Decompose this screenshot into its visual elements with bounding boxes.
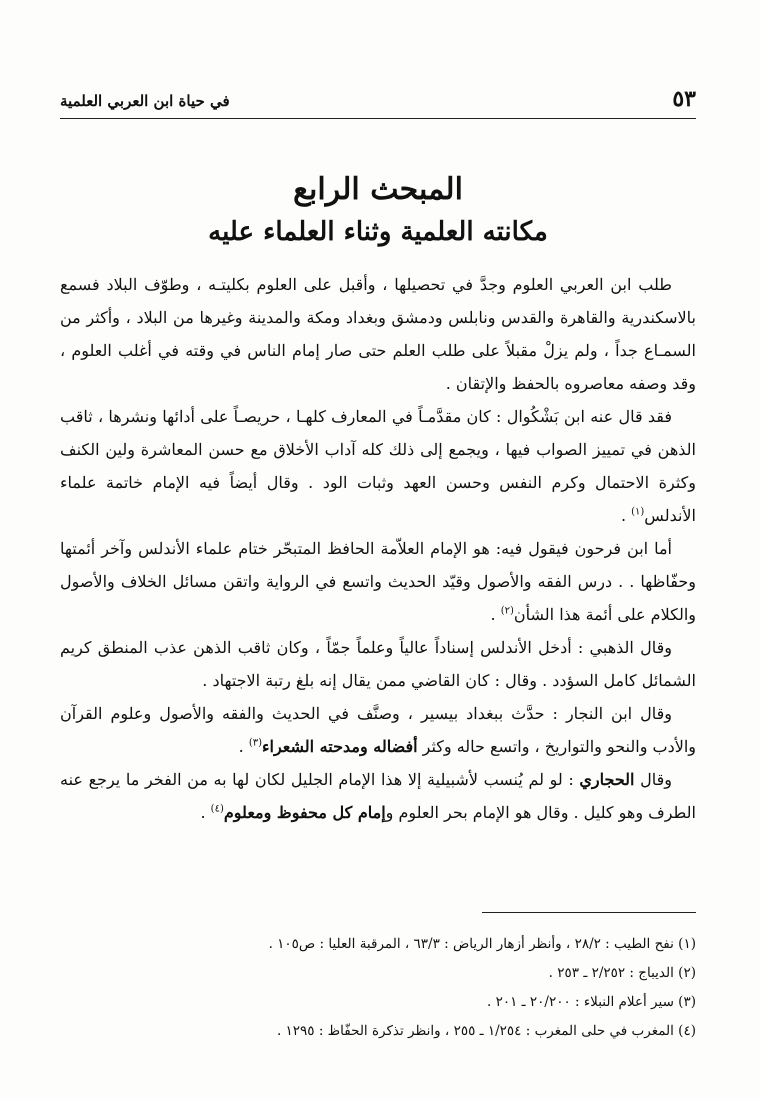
header-rule (60, 118, 696, 119)
page-header (60, 86, 696, 112)
paragraph (60, 400, 696, 532)
running-title: في حياة ابن العربي العلمية (60, 92, 230, 110)
footnote: (١) نفح الطيب : ٢٨/٢ ، وأنظر أزهار الرياض : ٦٣/٣ ، المرقبة العليا : ص١٠٥ . (268, 936, 696, 952)
section-title: المبحث الرابع (293, 172, 463, 207)
footnote: (٢) الديباج : ٢/٢٥٢ ـ ٢٥٣ . (548, 965, 696, 981)
footnote-ref: (٢) (500, 605, 514, 617)
footnote: (٤) المغرب في حلى المغرب : ١/٢٥٤ ـ ٢٥٥ ، وانظر تذكرة الحفّاظ : ١٢٩٥ . (276, 1023, 696, 1039)
paragraph (60, 763, 696, 829)
paragraph-text: وقال (634, 770, 672, 789)
paragraph-text: وقال الذهبي : أدخل الأندلس إسناداً عالياً وعلماً جمّاً ، وكان ثاقب الذهن عذب المنطق كريم الشمائل كامل السؤدد . وقال : كان القاضي ممن يقال إنه بلغ رتبة الاجتهاد . (60, 638, 696, 690)
paragraph-text: أما ابن فرحون فيقول فيه: هو الإمام العلاّمة الحافظ المتبحّر ختام علماء الأندلس وآخر أئمتها وحفّاظها . . درس الفقه والأصول وقيّد الحديث واتسع في الرواية واتقن مسائل الخلاف والأصول والكلام على أئمة هذا الشأن (60, 539, 696, 624)
page-number: ٥٣ (672, 86, 696, 112)
paragraph-text: . (238, 737, 249, 756)
footnote: (٣) سير أعلام النبلاء : ٢٠/٢٠٠ ـ ٢٠١ . (486, 994, 696, 1010)
paragraph-text: وقال ابن النجار : حدَّث ببغداد بيسير ، وصنَّف في الحديث والفقه والأصول وعلوم القرآن والأدب والنحو والتواريخ ، واتسع حاله وكثر (60, 704, 696, 756)
paragraph-text: . (620, 506, 632, 525)
footnote-ref: (١) (631, 506, 645, 518)
bold-phrase: أفضاله ومدحته الشعراء (262, 737, 418, 756)
footnotes (60, 930, 696, 1046)
paragraph (60, 631, 696, 697)
footnote-ref: (٣) (248, 737, 262, 749)
section-subtitle: مكانته العلمية وثناء العلماء عليه (208, 217, 548, 247)
paragraph-text: طلب ابن العربي العلوم وجدَّ في تحصيلها ، وأقبل على العلوم بكليتـه ، وطوّف البلاد فسمع بالاسكندرية والقاهرة والقدس ونابلس ودمشق وبغداد ومكة والمدينة وغيرها من البلاد ، وأكثر من السمـاع جداً ، ولم يزلْ مقبلاً على طلب العلم حتى صار إمام الناس في وقته في أغلب العلوم ، وقد وصفه معاصروه بالحفظ والإتقان . (60, 275, 696, 393)
paragraph-text: . (490, 605, 501, 624)
footnote-rule (482, 912, 696, 913)
paragraph (60, 532, 696, 631)
body-text (60, 268, 696, 829)
paragraph (60, 697, 696, 763)
footnote-ref: (٤) (210, 803, 224, 815)
bold-name: الحجاري (579, 770, 635, 789)
paragraph-text: فقد قال عنه ابن بَشْكُوال : كان مقدَّمـاً في المعارف كلهـا ، حريصـاً على أدائها ونشرها ، ثاقب الذهن في تمييز الصواب فيها ، ويجمع إلى ذلك كله آداب الأخلاق مع حسن المعاشرة ولين الكنف وكثرة الاحتمال وكرم النفس وحسن العهد وثبات الود . وقال أيضاً فيه الإمام خاتمة علماء الأندلس (60, 407, 696, 525)
paragraph-text: : لو لم يُنسب لأشبيلية إلا هذا الإمام الجليل لكان لها به من الفخر ما يرجع عنه الطرف وهو كليل . وقال هو الإمام بحر العلوم و (60, 770, 696, 822)
bold-phrase: إمام كل محفوظ ومعلوم (223, 803, 386, 822)
paragraph-text: . (200, 803, 211, 822)
section-heading (60, 168, 696, 252)
paragraph (60, 268, 696, 400)
